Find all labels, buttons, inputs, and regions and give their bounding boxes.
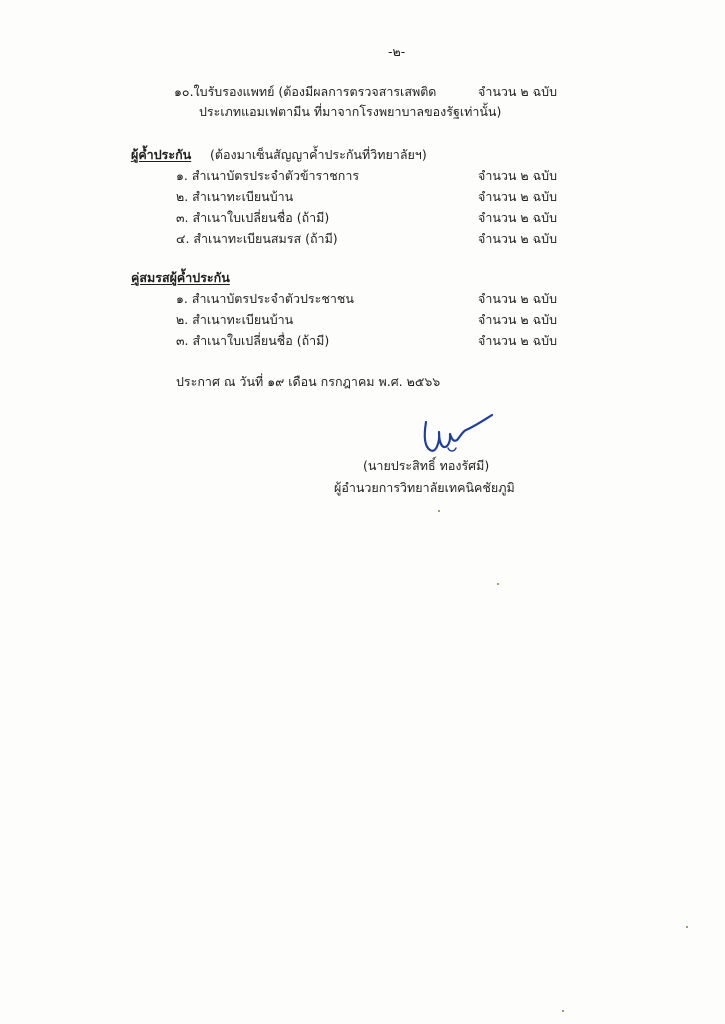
guarantor-item-3: ๓. สำเนาใบเปลี่ยนชื่อ (ถ้ามี): [176, 210, 330, 225]
guarantor-item-1: ๑. สำเนาบัตรประจำตัวข้าราชการ: [176, 168, 360, 183]
spouse-item-1: ๑. สำเนาบัตรประจำตัวประชาชน: [176, 291, 354, 306]
page-number: -๒-: [388, 44, 406, 59]
item10-line1: ๑๐.ใบรับรองแพทย์ (ต้องมีผลการตรวจสารเสพติด: [174, 84, 437, 99]
spouse-heading: คู่สมรสผู้ค้ำประกัน: [131, 270, 230, 285]
scan-speck: [562, 1010, 564, 1012]
scan-speck: [497, 583, 499, 585]
guarantor-item-4: ๔. สำเนาทะเบียนสมรส (ถ้ามี): [176, 231, 338, 246]
scan-speck: [438, 510, 440, 512]
spouse-item-2-qty: จำนวน ๒ ฉบับ: [478, 312, 558, 327]
item10-qty: จำนวน ๒ ฉบับ: [478, 84, 558, 99]
signatory-name: (นายประสิทธิ์ ทองรัศมี): [363, 458, 490, 473]
guarantor-item-1-qty: จำนวน ๒ ฉบับ: [478, 168, 558, 183]
guarantor-item-2-qty: จำนวน ๒ ฉบับ: [478, 189, 558, 204]
guarantor-item-4-qty: จำนวน ๒ ฉบับ: [478, 231, 558, 246]
scan-speck: [686, 926, 688, 928]
guarantor-heading: ผู้ค้ำประกัน: [131, 147, 192, 162]
signature: [420, 412, 500, 462]
guarantor-note: (ต้องมาเซ็นสัญญาค้ำประกันที่วิทยาลัยฯ): [210, 147, 427, 162]
spouse-item-2: ๒. สำเนาทะเบียนบ้าน: [176, 312, 294, 327]
signatory-title: ผู้อำนวยการวิทยาลัยเทคนิคชัยภูมิ: [334, 480, 515, 495]
item10-line2: ประเภทแอมเฟตามีน ที่มาจากโรงพยาบาลของรัฐเท่านั้น): [199, 104, 502, 119]
spouse-item-1-qty: จำนวน ๒ ฉบับ: [478, 291, 558, 306]
spouse-item-3-qty: จำนวน ๒ ฉบับ: [478, 333, 558, 348]
spouse-item-3: ๓. สำเนาใบเปลี่ยนชื่อ (ถ้ามี): [176, 333, 330, 348]
guarantor-item-3-qty: จำนวน ๒ ฉบับ: [478, 210, 558, 225]
announcement-date: ประกาศ ณ วันที่ ๑๙ เดือน กรกฎาคม พ.ศ. ๒๕๖๖: [176, 374, 441, 389]
guarantor-item-2: ๒. สำเนาทะเบียนบ้าน: [176, 189, 294, 204]
